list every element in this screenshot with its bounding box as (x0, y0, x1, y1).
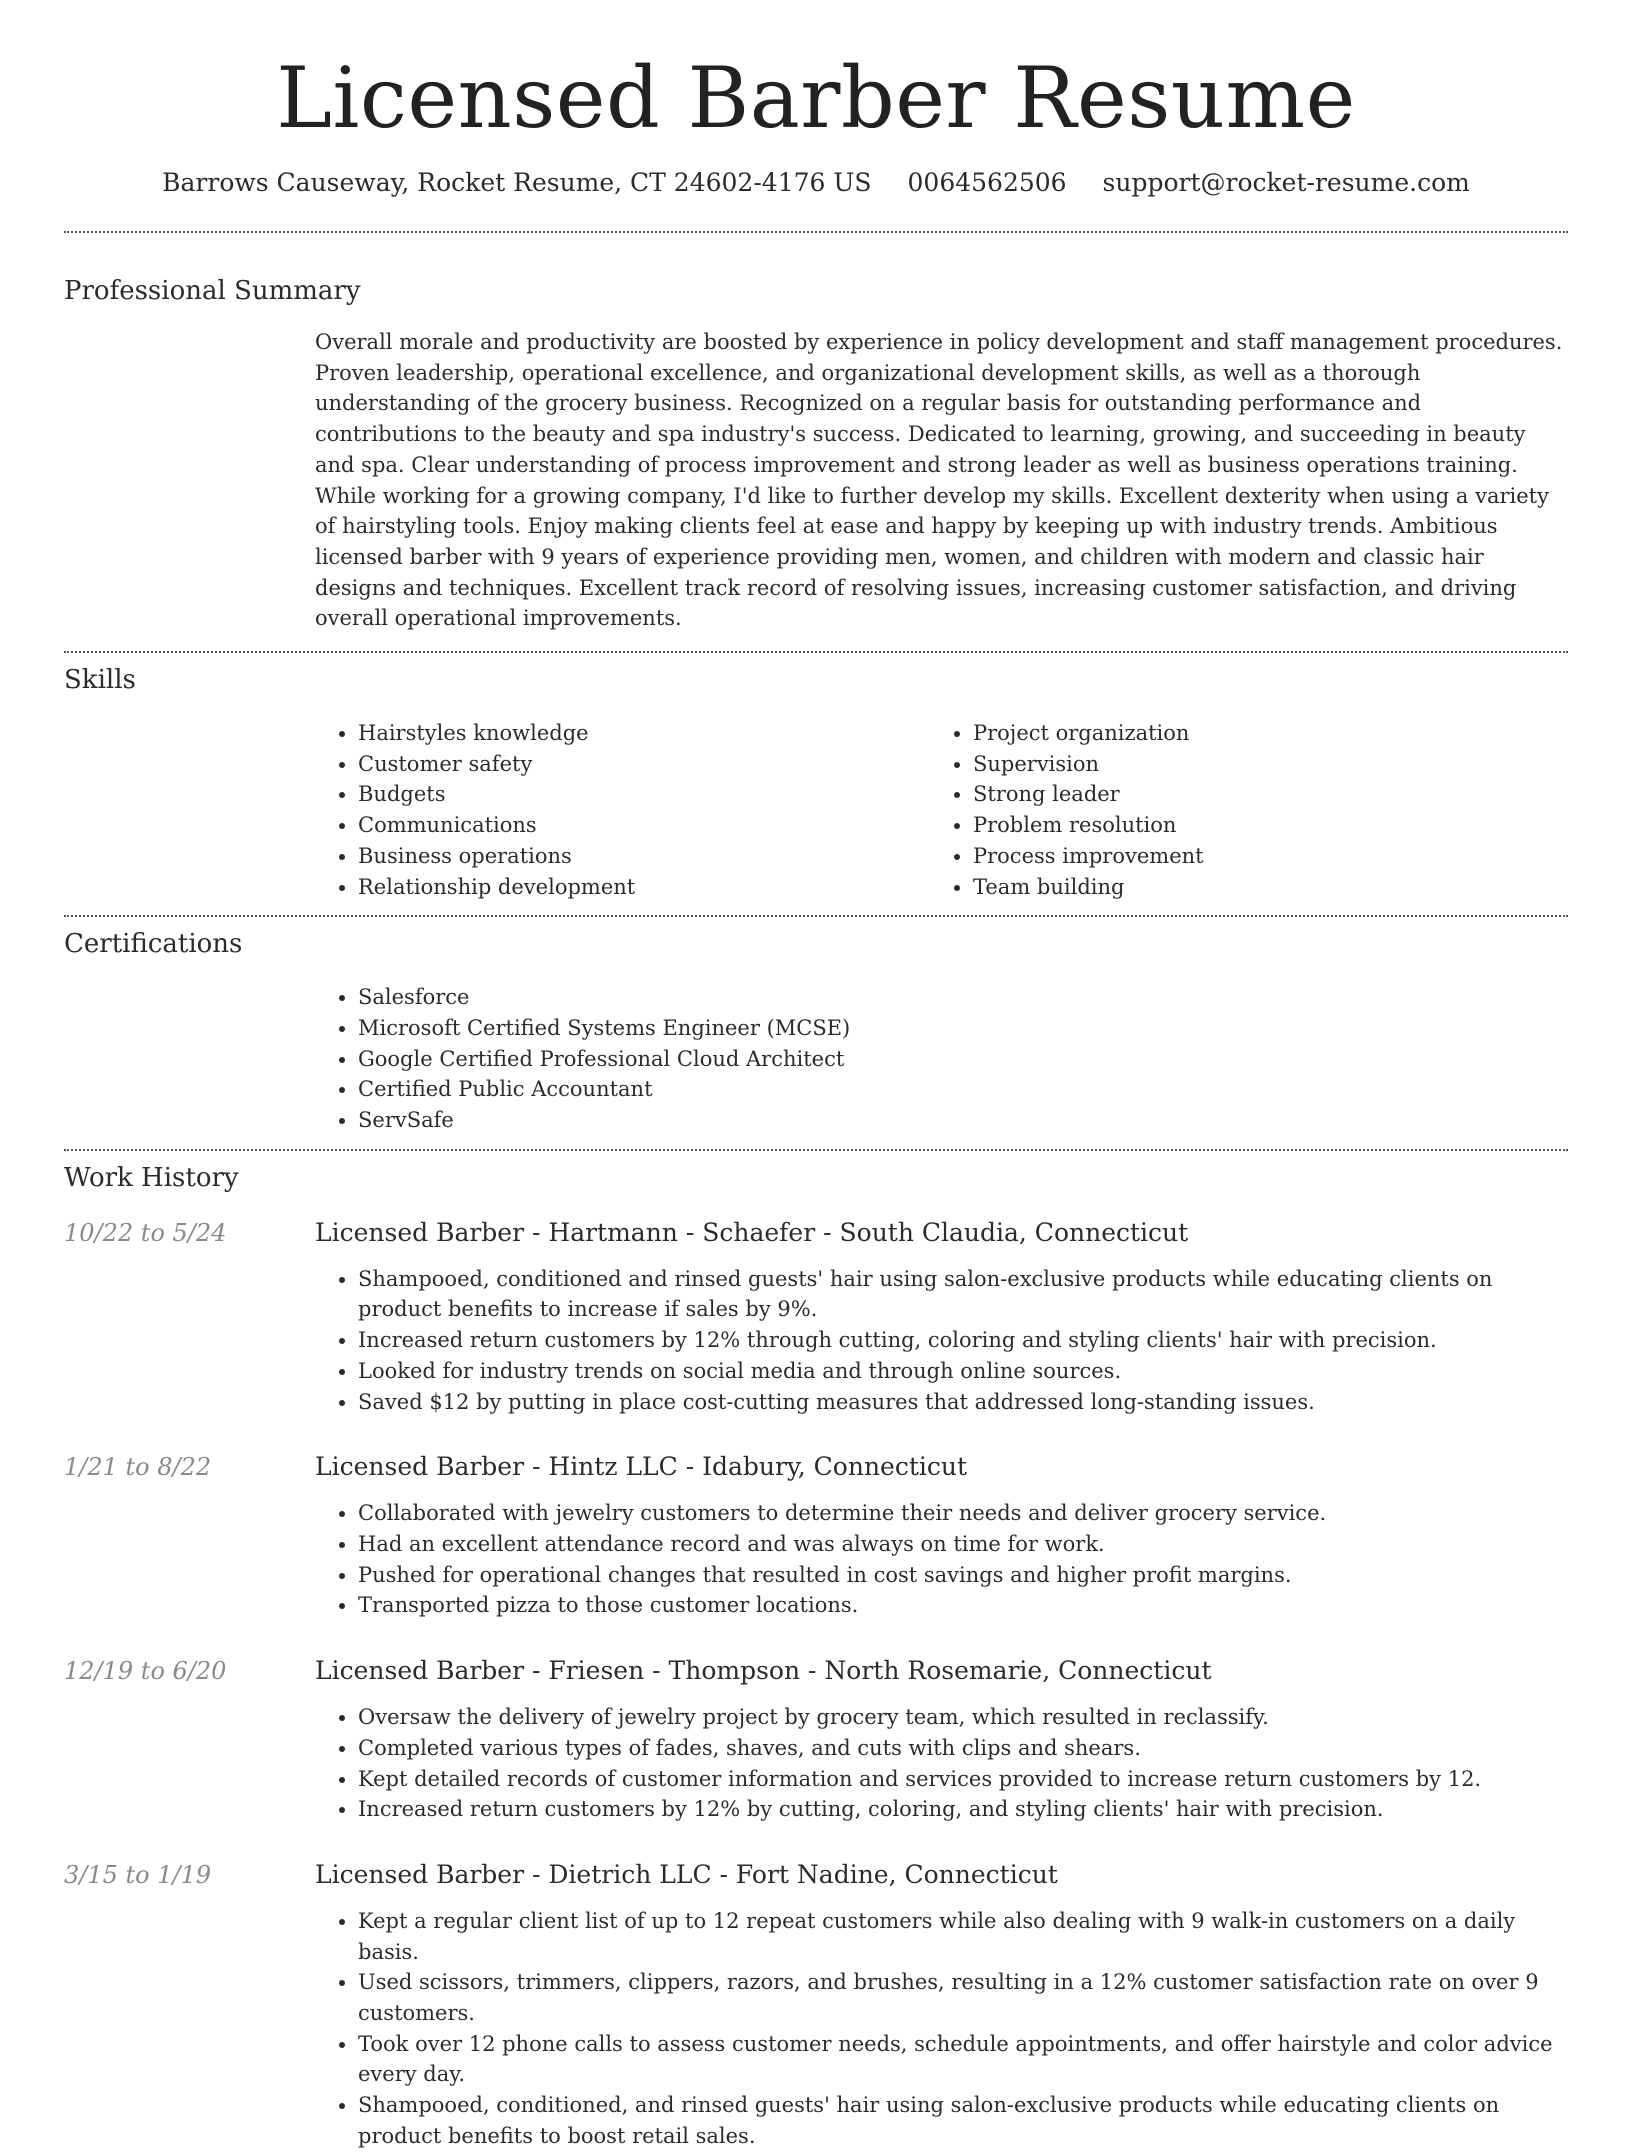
list-item: • Budgets (358, 779, 930, 810)
list-item: • Hairstyles knowledge (358, 718, 930, 749)
certifications-body (315, 982, 1568, 1136)
certifications-section (64, 929, 1568, 1136)
list-item: • Looked for industry trends on social media and through online sources. (358, 1356, 1568, 1387)
job-dates: 1/21 to 8/22 (64, 1453, 212, 1482)
list-item: • Pushed for operational changes that resulted in cost savings and higher profit margins. (358, 1560, 1568, 1591)
list-item: • Supervision (973, 749, 1545, 780)
list-item: • Salesforce (358, 982, 1568, 1013)
work-section (64, 1163, 1568, 2152)
job-detail (315, 1451, 1568, 1621)
job-title: Licensed Barber - Hintz LLC - Idabury, Connecticut (315, 1452, 968, 1482)
list-item: • Completed various types of fades, shaves, and cuts with clips and shears. (358, 1733, 1568, 1764)
list-item: • Saved $12 by putting in place cost-cutting measures that addressed long-standing issues. (358, 1387, 1568, 1418)
work-list (64, 1217, 1568, 2152)
contact-address: Barrows Causeway, Rocket Resume, CT 24602-4176 US (162, 168, 872, 197)
resume-page (64, 0, 1568, 2152)
divider (64, 1149, 1568, 1151)
job-detail (315, 1859, 1568, 2152)
work-heading: Work History (64, 1162, 239, 1193)
list-item: • Shampooed, conditioned and rinsed guests' hair using salon-exclusive products while educating clients on product benefits to increase if sales by 9%. (358, 1264, 1568, 1325)
job-bullets (315, 1906, 1568, 2152)
list-item: • Used scissors, trimmers, clippers, razors, and brushes, resulting in a 12% customer satisfaction rate on over 9 customers. (358, 1967, 1568, 2028)
job-dates: 3/15 to 1/19 (64, 1860, 212, 1889)
list-item: • Process improvement (973, 841, 1545, 872)
divider (64, 651, 1568, 653)
job-entry (64, 1451, 1568, 1621)
list-item: • Took over 12 phone calls to assess customer needs, schedule appointments, and offer hairstyle and color advice every day. (358, 2029, 1568, 2090)
list-item: • Problem resolution (973, 810, 1545, 841)
job-detail (315, 1217, 1568, 1418)
skills-column-right (930, 718, 1545, 902)
skills-grid (315, 718, 1568, 902)
list-item: • Business operations (358, 841, 930, 872)
skills-column-left (315, 718, 930, 902)
contact-email: support@rocket-resume.com (1102, 168, 1470, 197)
list-item: • Shampooed, conditioned, and rinsed guests' hair using salon-exclusive products while educating clients on product benefits to boost retail sales. (358, 2090, 1568, 2151)
summary-text: Overall morale and productivity are boosted by experience in policy development and staff management procedures. Proven leadership, operational excellence, and organizational development skills, as well as a thorough understanding of the grocery business. Recognized on a regular basis for outstanding performance and contributions to the beauty and spa industry's success. Dedicated to learning, growing, and succeeding in beauty and spa. Clear understanding of process improvement and strong leader as well as business operations training. While working for a growing company, I'd like to further develop my skills. Excellent dexterity when using a variety of hairstyling tools. Enjoy making clients feel at ease and happy by keeping up with industry trends. Ambitious licensed barber with 9 years of experience providing men, women, and children with modern and classic hair designs and techniques. Excellent track record of resolving issues, increasing customer satisfaction, and driving overall operational improvements. (315, 330, 1563, 631)
job-entry (64, 1859, 1568, 2152)
list-item: • Google Certified Professional Cloud Architect (358, 1044, 1568, 1075)
job-detail (315, 1655, 1568, 1825)
list-item: • Had an excellent attendance record and was always on time for work. (358, 1529, 1568, 1560)
list-item: • ServSafe (358, 1105, 1568, 1136)
list-item: • Increased return customers by 12% by cutting, coloring, and styling clients' hair with precision. (358, 1794, 1568, 1825)
skills-list-left (315, 718, 930, 902)
summary-section (64, 276, 1568, 634)
list-item: • Increased return customers by 12% through cutting, coloring and styling clients' hair with precision. (358, 1325, 1568, 1356)
skills-heading: Skills (64, 665, 136, 696)
job-entry (64, 1217, 1568, 1418)
divider (64, 915, 1568, 917)
job-bullets (315, 1702, 1568, 1825)
certifications-list (315, 982, 1568, 1136)
list-item: • Certified Public Accountant (358, 1074, 1568, 1105)
list-item: • Strong leader (973, 779, 1545, 810)
list-item: • Collaborated with jewelry customers to determine their needs and deliver grocery service. (358, 1498, 1568, 1529)
job-dates: 10/22 to 5/24 (64, 1218, 227, 1247)
job-dates: 12/19 to 6/20 (64, 1657, 227, 1686)
list-item: • Customer safety (358, 749, 930, 780)
list-item: • Kept detailed records of customer information and services provided to increase return customers by 12. (358, 1764, 1568, 1795)
job-entry (64, 1655, 1568, 1825)
list-item: • Communications (358, 810, 930, 841)
job-title: Licensed Barber - Friesen - Thompson - North Rosemarie, Connecticut (315, 1656, 1212, 1686)
job-title: Licensed Barber - Dietrich LLC - Fort Nadine, Connecticut (315, 1859, 1058, 1889)
contact-phone: 0064562506 (907, 168, 1067, 197)
certifications-heading: Certifications (64, 929, 243, 960)
summary-heading: Professional Summary (64, 276, 361, 306)
skills-list-right (930, 718, 1545, 902)
job-bullets (315, 1498, 1568, 1621)
list-item: • Microsoft Certified Systems Engineer (MCSE) (358, 1013, 1568, 1044)
list-item: • Oversaw the delivery of jewelry project by grocery team, which resulted in reclassify. (358, 1702, 1568, 1733)
divider (64, 231, 1568, 233)
job-title: Licensed Barber - Hartmann - Schaefer - South Claudia, Connecticut (315, 1217, 1189, 1247)
list-item: • Relationship development (358, 872, 930, 903)
resume-title: Licensed Barber Resume (276, 49, 1356, 147)
list-item: • Project organization (973, 718, 1545, 749)
job-bullets (315, 1264, 1568, 1418)
list-item: • Kept a regular client list of up to 12 repeat customers while also dealing with 9 walk-in customers on a daily basis. (358, 1906, 1568, 1967)
contact-line (64, 168, 1568, 197)
skills-section (64, 665, 1568, 902)
list-item: • Transported pizza to those customer locations. (358, 1590, 1568, 1621)
list-item: • Team building (973, 872, 1545, 903)
